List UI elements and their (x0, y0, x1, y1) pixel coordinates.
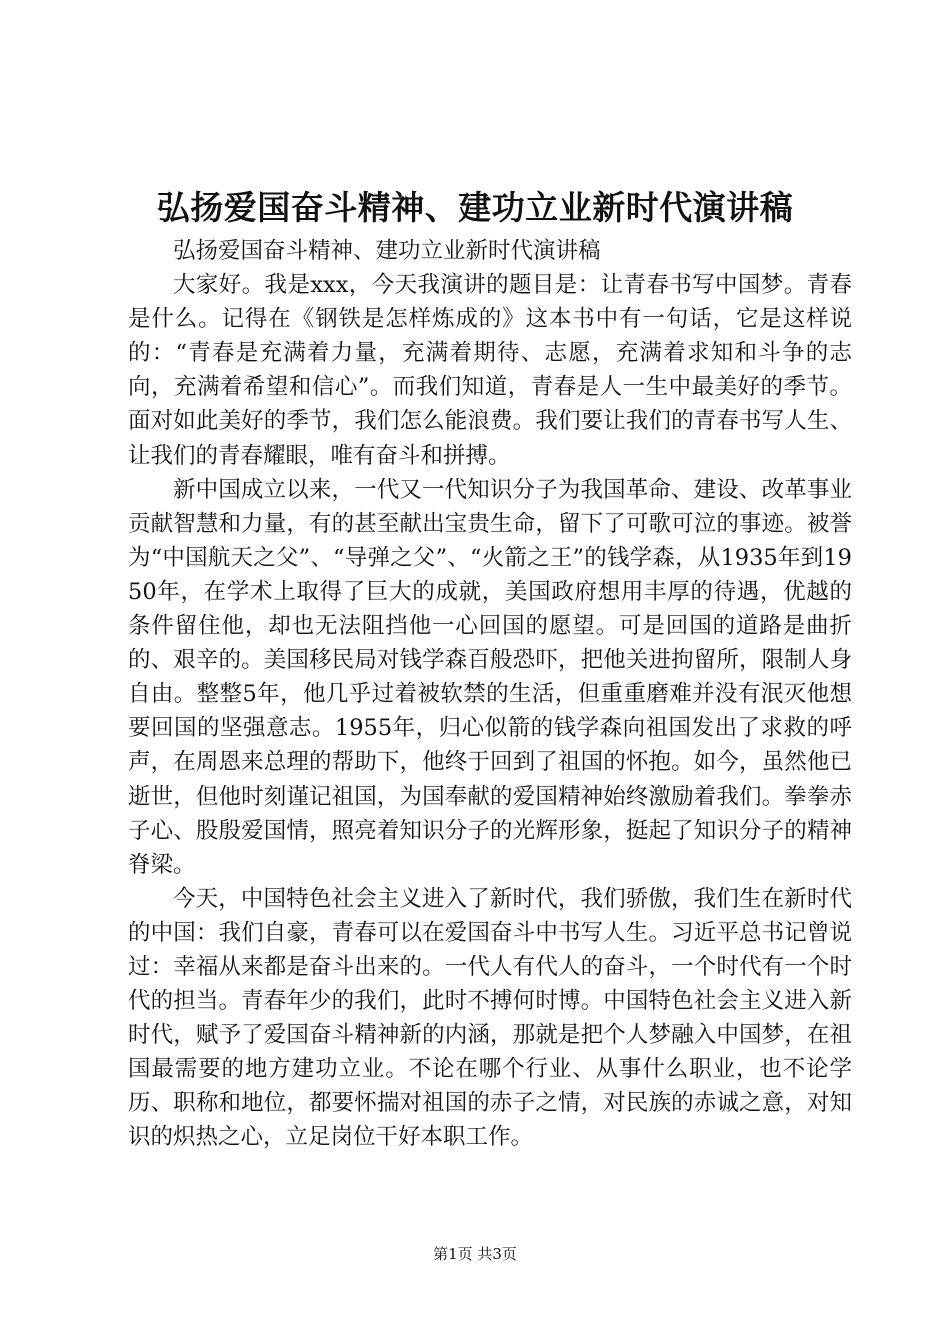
page-number-footer: 第1页 共3页 (433, 1245, 517, 1263)
paragraph-1: 大家好。我是xxx，今天我演讲的题目是：让青春书写中国梦。青春是什么。记得在《钢铁是怎样炼成的》这本书中有一句话，它是这样说的：“青春是充满着力量，充满着期待、志愿，充满着求知和斗争的志向，充满着希望和信心”。而我们知道，青春是人一生中最美好的季节。面对如此美好的季节，我们怎么能浪费。我们要让我们的青春书写人生、让我们的青春耀眼，唯有奋斗和拼搏。 (128, 272, 852, 469)
document-title: 弘扬爱国奋斗精神、建功立业新时代演讲稿 (156, 188, 794, 227)
document-body (128, 234, 852, 1155)
paragraph-2: 新中国成立以来，一代又一代知识分子为我国革命、建设、改革事业贡献智慧和力量，有的甚至献出宝贵生命，留下了可歌可泣的事迹。被誉为“中国航天之父”、“导弹之父”、“火箭之王”的钱学森，从1935年到1950年，在学术上取得了巨大的成就，美国政府想用丰厚的待遇，优越的条件留住他，却也无法阻挡他一心回国的愿望。可是回国的道路是曲折的、艰辛的。美国移民局对钱学森百般恐吓，把他关进拘留所，限制人身自由。整整5年，他几乎过着被软禁的生活，但重重磨难并没有泯灭他想要回国的坚强意志。1955年，归心似箭的钱学森向祖国发出了求救的呼声，在周恩来总理的帮助下，他终于回到了祖国的怀抱。如今，虽然他已逝世，但他时刻谨记祖国，为国奉献的爱国精神始终激励着我们。拳拳赤子心、股殷爱国情，照亮着知识分子的光辉形象，挺起了知识分子的精神脊梁。 (128, 476, 852, 878)
subtitle-paragraph: 弘扬爱国奋斗精神、建功立业新时代演讲稿 (173, 238, 601, 264)
paragraph-3: 今天，中国特色社会主义进入了新时代，我们骄傲，我们生在新时代的中国：我们自豪，青春可以在爱国奋斗中书写人生。习近平总书记曾说过：幸福从来都是奋斗出来的。一代人有代人的奋斗，一个时代有一个时代的担当。青春年少的我们，此时不搏何时博。中国特色社会主义进入新时代，赋予了爱国奋斗精神新的内涵，那就是把个人梦融入中国梦，在祖国最需要的地方建功立业。不论在哪个行业、从事什么职业，也不论学历、职称和地位，都要怀揣对祖国的赤子之情，对民族的赤诚之意，对知识的炽热之心，立足岗位干好本职工作。 (128, 885, 852, 1151)
